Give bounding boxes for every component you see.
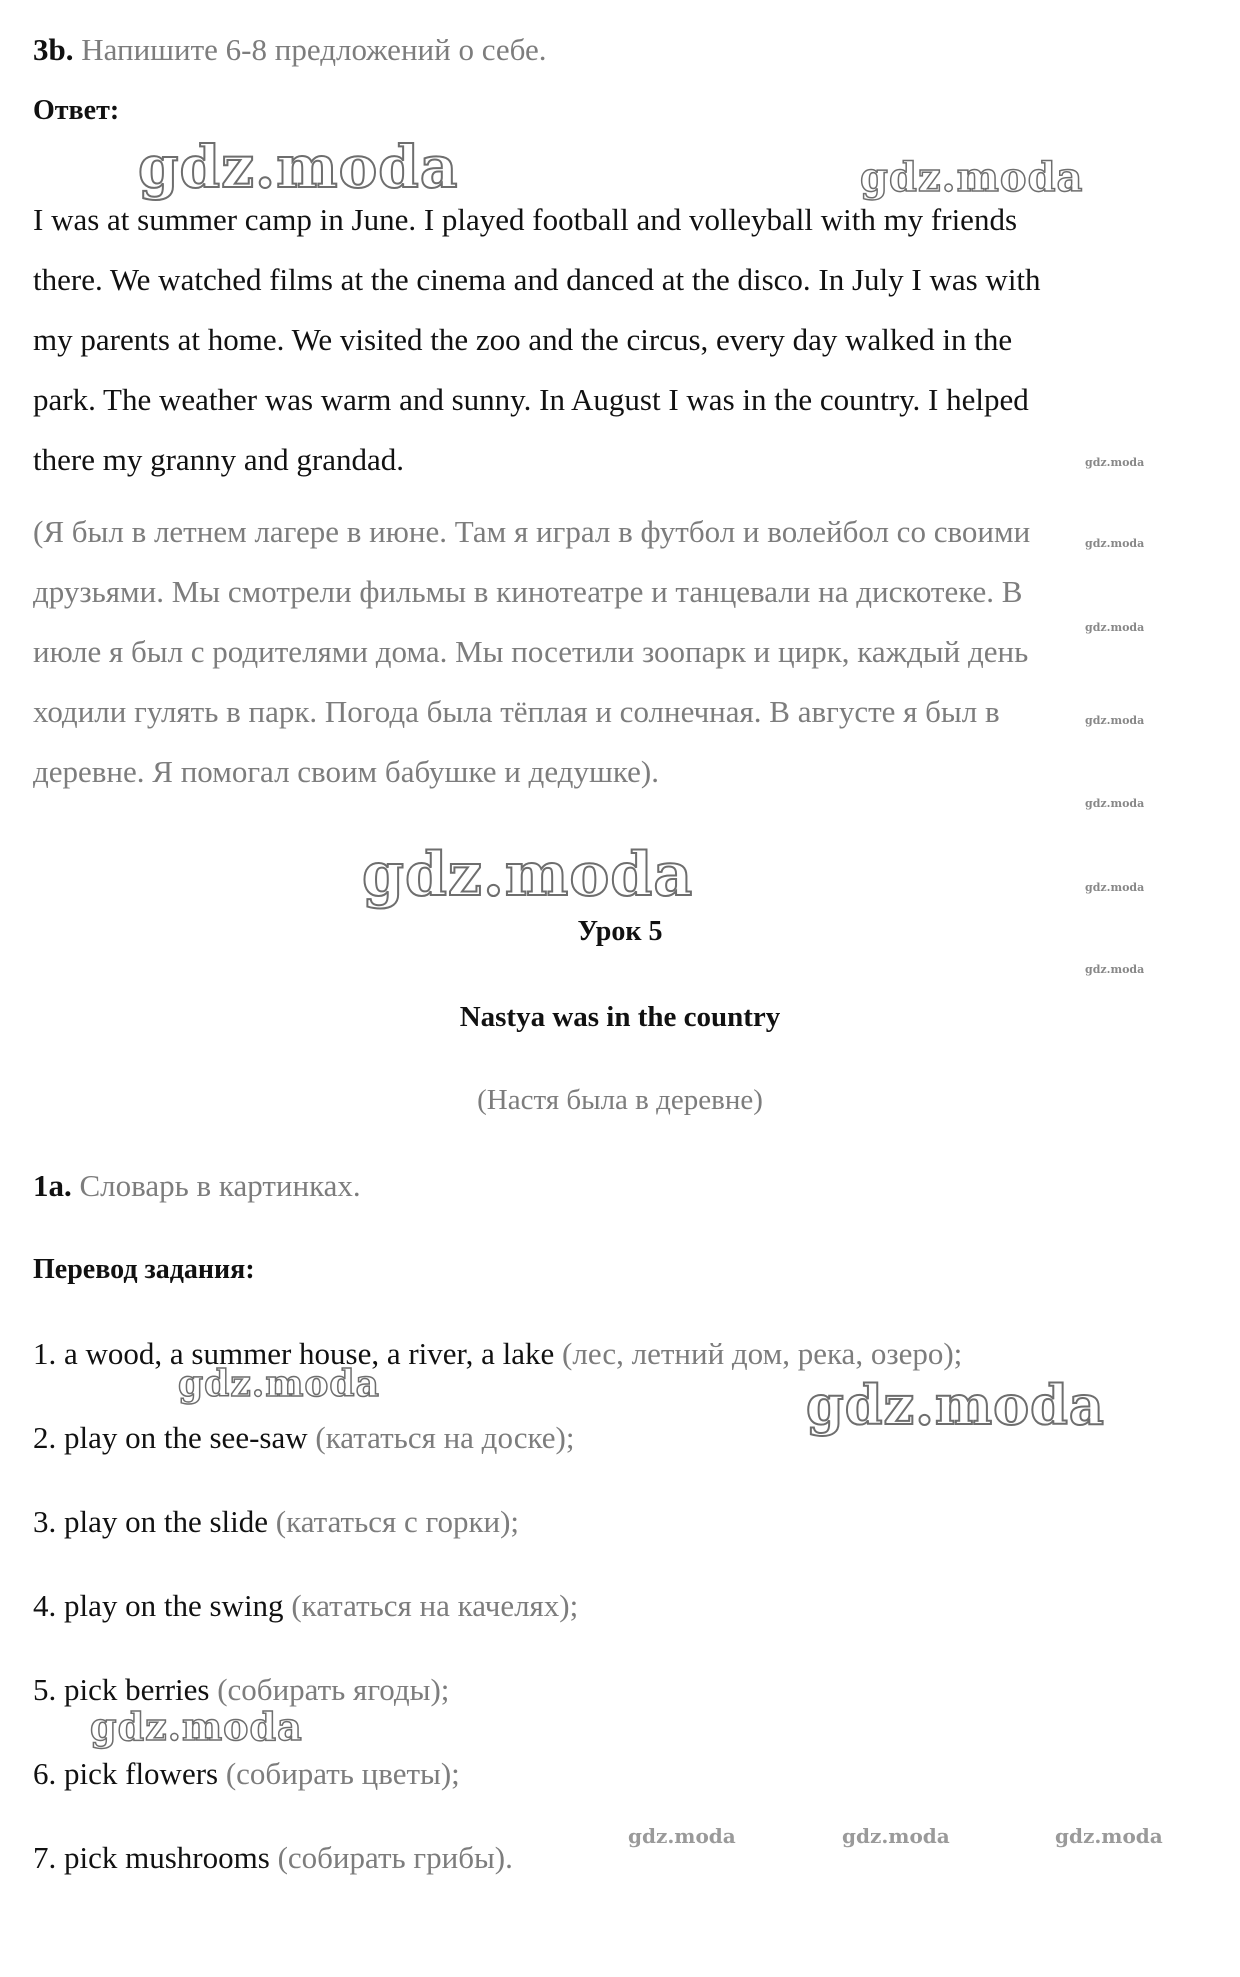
vocab-item-ru: (собирать цветы); <box>225 1756 460 1791</box>
vocab-item-en: 1. a wood, a summer house, a river, a lake <box>33 1336 555 1371</box>
vocab-item-en: 6. pick flowers <box>33 1756 219 1791</box>
answer-russian-line: июле я был с родителями дома. Мы посетили зоопарк и цирк, каждый день <box>33 634 1029 669</box>
vocab-item-ru: (кататься на доске); <box>315 1420 575 1455</box>
answer-russian-line: друзьями. Мы смотрели фильмы в кинотеатре и танцевали на дискотеке. В <box>33 574 1023 609</box>
task-1a-text: Словарь в картинках. <box>79 1168 361 1203</box>
watermark-logo: gdz.moda <box>1085 456 1145 469</box>
vocab-item-en: 2. play on the see-saw <box>33 1420 308 1455</box>
vocab-item-ru: (собирать ягоды); <box>217 1672 450 1707</box>
vocab-item <box>33 1758 460 1789</box>
answer-russian-line: (Я был в летнем лагере в июне. Там я играл в футбол и волейбол со своими <box>33 514 1031 549</box>
vocab-item <box>33 1338 962 1369</box>
vocab-item-en: 3. play on the slide <box>33 1504 269 1539</box>
answer-label: Ответ: <box>33 95 120 126</box>
watermark-logo: gdz.moda <box>1085 621 1145 634</box>
lesson-title: Урок 5 <box>577 916 663 947</box>
vocab-item-en: 5. pick berries <box>33 1672 210 1707</box>
answer-english-line: I was at summer camp in June. I played football and volleyball with my friends <box>33 202 1018 237</box>
answer-english-line: park. The weather was warm and sunny. In August I was in the country. I helped <box>33 382 1029 417</box>
task-3b-text: Напишите 6-8 предложений о себе. <box>81 32 547 67</box>
translation-heading: Перевод задания: <box>33 1254 255 1285</box>
answer-english-line: there. We watched films at the cinema and danced at the disco. In July I was with <box>33 262 1041 297</box>
watermark-logo: gdz.moda <box>178 1363 380 1405</box>
watermark-logo: gdz.moda <box>628 1824 736 1848</box>
watermark-logo: gdz.moda <box>842 1824 950 1848</box>
watermark-logo: gdz.moda <box>138 133 459 201</box>
watermark-logo: gdz.moda <box>1085 537 1145 550</box>
vocab-item <box>33 1674 449 1705</box>
watermark-logo: gdz.moda <box>362 840 694 910</box>
vocab-item <box>33 1506 519 1537</box>
vocab-item <box>33 1842 513 1873</box>
vocab-item-ru: (собирать грибы). <box>277 1840 513 1875</box>
vocab-item <box>33 1422 574 1453</box>
answer-english-line: my parents at home. We visited the zoo and the circus, every day walked in the <box>33 322 1013 357</box>
vocab-item <box>33 1590 578 1621</box>
watermark-logo: gdz.moda <box>1085 797 1145 810</box>
answer-russian <box>33 502 1030 802</box>
watermark-logo: gdz.moda <box>90 1704 303 1749</box>
answer-english-line: there my granny and grandad. <box>33 442 405 477</box>
lesson-subtitle: Nastya was in the country <box>459 1001 781 1033</box>
watermark-logo: gdz.moda <box>1085 881 1145 894</box>
vocab-item-en: 4. play on the swing <box>33 1588 284 1623</box>
vocab-item-ru: (лес, летний дом, река, озеро); <box>562 1336 963 1371</box>
watermark-logo: gdz.moda <box>860 154 1084 201</box>
vocab-item-en: 7. pick mushrooms <box>33 1840 270 1875</box>
task-3b-heading <box>33 34 546 65</box>
vocab-item-ru: (кататься с горки); <box>275 1504 520 1539</box>
answer-english <box>33 190 1041 490</box>
task-1a-heading <box>33 1170 361 1201</box>
lesson-subtitle-translation: (Настя была в деревне) <box>477 1084 763 1116</box>
answer-russian-line: деревне. Я помогал своим бабушке и дедушке). <box>33 754 659 789</box>
vocab-item-ru: (кататься на качелях); <box>291 1588 579 1623</box>
task-3b-number: 3b. <box>33 32 74 67</box>
watermark-logo: gdz.moda <box>806 1373 1105 1437</box>
watermark-logo: gdz.moda <box>1055 1824 1163 1848</box>
watermark-logo: gdz.moda <box>1085 963 1145 976</box>
answer-russian-line: ходили гулять в парк. Погода была тёплая и солнечная. В августе я был в <box>33 694 1000 729</box>
watermark-logo: gdz.moda <box>1085 714 1145 727</box>
task-1a-number: 1a. <box>33 1168 72 1203</box>
